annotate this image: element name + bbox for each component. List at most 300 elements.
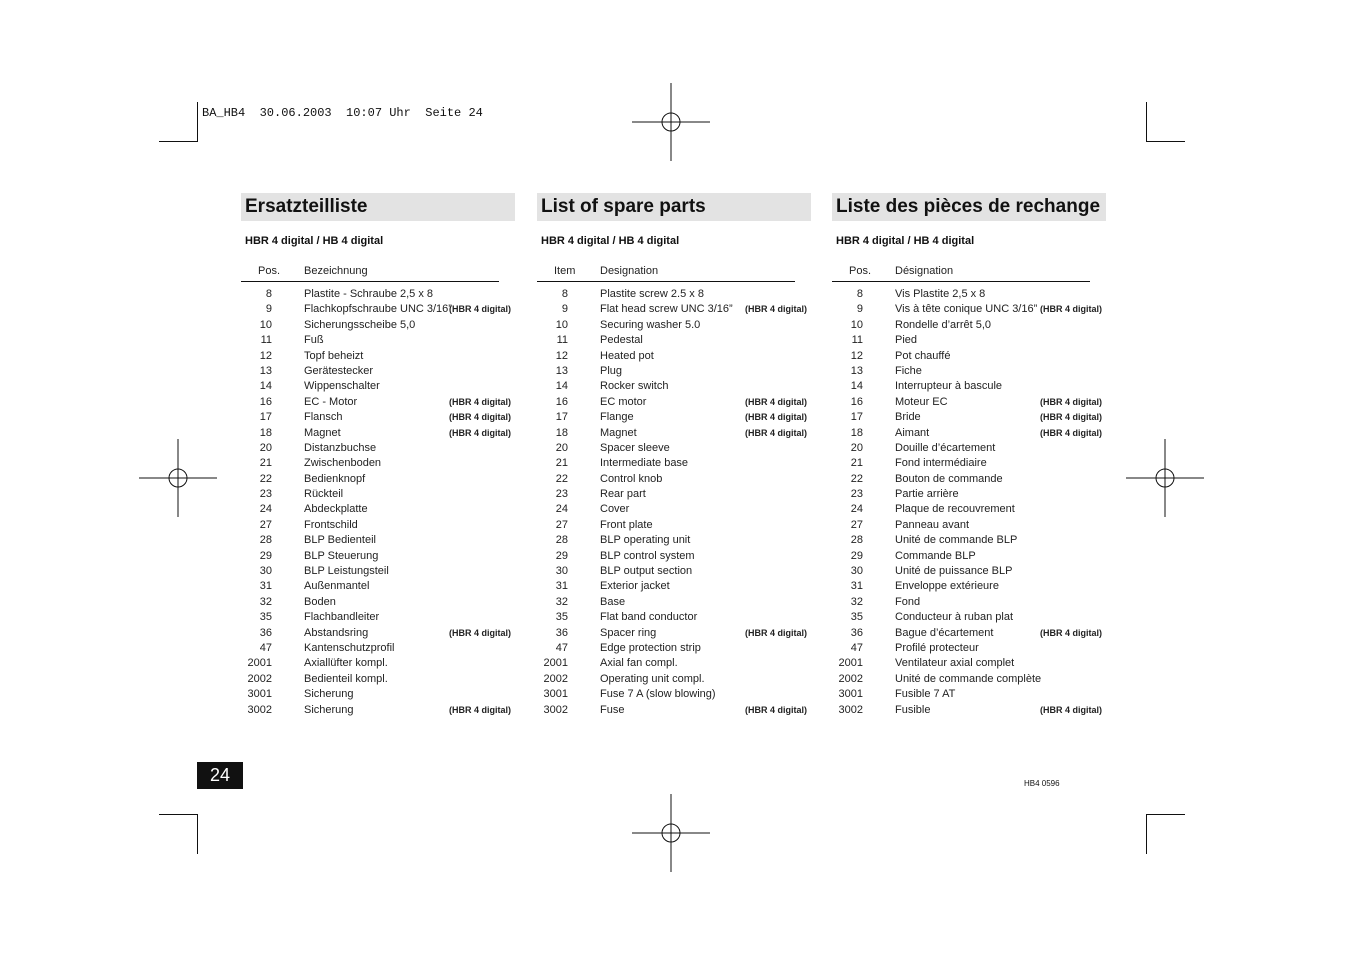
part-number: 8 — [265, 288, 272, 300]
table-row — [241, 656, 515, 671]
table-row — [537, 472, 811, 487]
table-row — [537, 610, 811, 625]
part-number: 16 — [850, 395, 863, 408]
part-name: Spacer sleeve — [600, 441, 670, 454]
table-row — [832, 610, 1106, 625]
model-tag: (HBR 4 digital) — [1040, 427, 1102, 438]
part-number: 32 — [850, 595, 863, 608]
part-name: Kantenschutzprofil — [304, 641, 395, 654]
part-number: 13 — [259, 364, 272, 377]
part-name: Unité de commande BLP — [895, 534, 1018, 547]
part-number: 9 — [561, 303, 568, 316]
part-name: Axial fan compl. — [600, 657, 678, 670]
part-number: 24 — [259, 503, 272, 516]
column-header-name: Désignation — [895, 265, 954, 277]
model-tag: (HBR 4 digital) — [745, 412, 807, 423]
table-row — [832, 456, 1106, 471]
part-number: 3001 — [543, 688, 568, 701]
part-name: Moteur EC — [895, 395, 948, 408]
part-number: 30 — [555, 565, 568, 578]
table-row — [832, 487, 1106, 502]
part-number: 22 — [850, 472, 863, 485]
document-code: HB4 0596 — [1024, 779, 1060, 788]
part-name: Flange — [600, 411, 634, 424]
part-name: Gerätestecker — [304, 364, 374, 377]
table-row — [537, 333, 811, 348]
table-row — [537, 456, 811, 471]
column-header-pos: Pos. — [849, 265, 872, 277]
part-name: Flachkopfschraube UNC 3/16” — [304, 303, 452, 316]
part-name: Außenmantel — [304, 580, 370, 593]
parts-column-en — [537, 193, 811, 718]
part-number: 30 — [259, 565, 272, 578]
part-name: Pedestal — [600, 334, 643, 347]
part-number: 27 — [259, 518, 272, 531]
table-row — [832, 656, 1106, 671]
part-name: Plug — [600, 364, 623, 377]
part-number: 17 — [259, 411, 272, 424]
model-tag: (HBR 4 digital) — [449, 304, 511, 315]
table-row — [832, 564, 1106, 579]
table-row — [241, 672, 515, 687]
part-name: Fuse — [600, 703, 625, 716]
table-row — [832, 641, 1106, 656]
table-row — [537, 672, 811, 687]
part-name: Fuse 7 A (slow blowing) — [600, 688, 716, 701]
part-name: Fuß — [304, 334, 324, 347]
table-row — [537, 687, 811, 702]
part-number: 12 — [850, 349, 863, 362]
part-number: 21 — [555, 457, 568, 470]
part-number: 35 — [850, 611, 863, 624]
table-row — [832, 364, 1106, 379]
part-name: Exterior jacket — [600, 580, 670, 593]
part-number: 3002 — [543, 703, 568, 716]
part-number: 14 — [259, 380, 272, 393]
table-row — [241, 641, 515, 656]
part-number: 21 — [850, 457, 863, 470]
table-row — [832, 410, 1106, 425]
part-name: Operating unit compl. — [600, 672, 705, 685]
table-row — [241, 533, 515, 548]
table-row — [537, 318, 811, 333]
table-row — [241, 703, 515, 718]
crop-mark-tr-h — [1146, 141, 1185, 142]
table-row — [241, 333, 515, 348]
part-number: 3002 — [247, 703, 272, 716]
section-subtitle: HBR 4 digital / HB 4 digital — [836, 235, 975, 247]
part-number: 31 — [259, 580, 272, 593]
table-header — [537, 265, 795, 282]
part-name: BLP operating unit — [600, 534, 691, 547]
table-row — [537, 703, 811, 718]
part-name: Plaque de recouvrement — [895, 503, 1015, 516]
model-tag: (HBR 4 digital) — [745, 627, 807, 638]
part-number: 14 — [555, 380, 568, 393]
part-name: Magnet — [304, 426, 341, 439]
table-row — [241, 318, 515, 333]
part-number: 10 — [850, 318, 863, 331]
part-name: Unité de puissance BLP — [895, 565, 1013, 578]
table-row — [241, 364, 515, 379]
column-header-pos: Pos. — [258, 265, 281, 277]
table-row — [537, 656, 811, 671]
table-row — [241, 441, 515, 456]
part-name: Zwischenboden — [304, 457, 382, 470]
table-row — [537, 518, 811, 533]
part-name: Abstandsring — [304, 626, 369, 639]
part-name: Spacer ring — [600, 626, 657, 639]
part-name: Plastite screw 2.5 x 8 — [600, 288, 704, 300]
part-name: Pot chauffé — [895, 349, 951, 362]
part-number: 24 — [850, 503, 863, 516]
part-name: Unité de commande complète — [895, 672, 1042, 685]
part-number: 17 — [850, 411, 863, 424]
table-row — [537, 410, 811, 425]
part-name: Wippenschalter — [304, 380, 380, 393]
part-name: Plastite - Schraube 2,5 x 8 — [304, 288, 434, 300]
section-subtitle: HBR 4 digital / HB 4 digital — [245, 235, 384, 247]
parts-list — [537, 287, 811, 718]
model-tag: (HBR 4 digital) — [1040, 304, 1102, 315]
part-name: BLP Steuerung — [304, 549, 379, 562]
part-number: 9 — [856, 303, 863, 316]
part-number: 22 — [259, 472, 272, 485]
part-name: Rear part — [600, 488, 646, 501]
part-number: 30 — [850, 565, 863, 578]
part-number: 9 — [265, 303, 272, 316]
part-name: Flat band conductor — [600, 611, 698, 624]
table-row — [537, 302, 811, 317]
part-number: 16 — [555, 395, 568, 408]
part-number: 27 — [555, 518, 568, 531]
table-row — [537, 395, 811, 410]
table-row — [241, 610, 515, 625]
table-row — [832, 703, 1106, 718]
part-name: Boden — [304, 595, 336, 608]
model-tag: (HBR 4 digital) — [745, 304, 807, 315]
part-name: Douille d’écartement — [895, 441, 996, 454]
model-tag: (HBR 4 digital) — [1040, 412, 1102, 423]
table-row — [832, 502, 1106, 517]
table-row — [537, 379, 811, 394]
part-number: 31 — [850, 580, 863, 593]
part-number: 16 — [259, 395, 272, 408]
part-name: Cover — [600, 503, 630, 516]
part-number: 13 — [850, 364, 863, 377]
part-name: Ventilateur axial complet — [895, 657, 1015, 670]
model-tag: (HBR 4 digital) — [449, 396, 511, 407]
model-tag: (HBR 4 digital) — [449, 704, 511, 715]
page-number: 24 — [197, 762, 243, 789]
parts-column-fr — [832, 193, 1106, 718]
part-number: 3001 — [247, 688, 272, 701]
table-row — [537, 426, 811, 441]
registration-mark-right — [1126, 439, 1204, 517]
part-name: Sicherungsscheibe 5,0 — [304, 318, 416, 331]
crop-mark-bl-h — [159, 814, 198, 815]
part-name: Interrupteur à bascule — [895, 380, 1003, 393]
part-name: Control knob — [600, 472, 663, 485]
table-row — [241, 410, 515, 425]
part-number: 29 — [850, 549, 863, 562]
part-number: 8 — [856, 288, 863, 300]
part-name: Base — [600, 595, 626, 608]
part-number: 35 — [555, 611, 568, 624]
part-name: Fond intermédiaire — [895, 457, 987, 470]
part-number: 10 — [555, 318, 568, 331]
part-name: Rückteil — [304, 488, 344, 501]
part-number: 10 — [259, 318, 272, 331]
part-name: Bedienknopf — [304, 472, 366, 485]
table-header — [241, 265, 499, 282]
model-tag: (HBR 4 digital) — [745, 427, 807, 438]
table-row — [241, 395, 515, 410]
table-row — [241, 472, 515, 487]
part-number: 36 — [555, 626, 568, 639]
part-name: Fusible — [895, 703, 931, 716]
part-name: Fond — [895, 595, 921, 608]
parts-list — [832, 287, 1106, 718]
part-name: Bedienteil kompl. — [304, 672, 388, 685]
part-name: Sicherung — [304, 688, 354, 701]
part-name: Securing washer 5.0 — [600, 318, 701, 331]
part-number: 12 — [259, 349, 272, 362]
table-row — [537, 502, 811, 517]
table-row — [832, 579, 1106, 594]
part-name: BLP Bedienteil — [304, 534, 376, 547]
part-number: 18 — [259, 426, 272, 439]
part-name: Bride — [895, 411, 921, 424]
registration-mark-top — [632, 83, 710, 161]
part-number: 28 — [850, 534, 863, 547]
table-row — [832, 426, 1106, 441]
part-number: 27 — [850, 518, 863, 531]
part-number: 2002 — [247, 672, 272, 685]
part-number: 29 — [555, 549, 568, 562]
part-name: Flansch — [304, 411, 343, 424]
part-name: Fusible 7 AT — [895, 688, 956, 701]
section-subtitle: HBR 4 digital / HB 4 digital — [541, 235, 680, 247]
column-header-name: Bezeichnung — [304, 265, 368, 277]
part-number: 14 — [850, 380, 863, 393]
model-tag: (HBR 4 digital) — [745, 396, 807, 407]
crop-mark-tl-h — [159, 141, 198, 142]
table-row — [832, 379, 1106, 394]
table-row — [537, 441, 811, 456]
table-row — [241, 626, 515, 641]
table-row — [537, 549, 811, 564]
part-number: 23 — [555, 488, 568, 501]
part-number: 3001 — [838, 688, 863, 701]
table-row — [832, 549, 1106, 564]
table-row — [537, 579, 811, 594]
table-row — [832, 687, 1106, 702]
table-row — [241, 287, 515, 302]
part-name: Flat head screw UNC 3/16” — [600, 303, 733, 316]
part-number: 35 — [259, 611, 272, 624]
crop-mark-br-v — [1146, 814, 1147, 854]
table-row — [241, 487, 515, 502]
part-name: Heated pot — [600, 349, 654, 362]
part-number: 24 — [555, 503, 568, 516]
table-row — [537, 564, 811, 579]
table-row — [832, 595, 1106, 610]
part-number: 8 — [561, 288, 568, 300]
part-name: Pied — [895, 334, 918, 347]
parts-list — [241, 287, 515, 718]
part-number: 3002 — [838, 703, 863, 716]
section-title: List of spare parts — [537, 193, 811, 221]
part-number: 12 — [555, 349, 568, 362]
part-name: Abdeckplatte — [304, 503, 368, 516]
part-number: 13 — [555, 364, 568, 377]
part-name: Front plate — [600, 518, 653, 531]
crop-mark-tl-v — [197, 102, 198, 142]
model-tag: (HBR 4 digital) — [449, 427, 511, 438]
part-number: 36 — [850, 626, 863, 639]
part-name: Frontschild — [304, 518, 358, 531]
table-row — [537, 287, 811, 302]
part-number: 11 — [260, 334, 272, 347]
part-name: Commande BLP — [895, 549, 976, 562]
part-number: 11 — [851, 334, 863, 347]
table-row — [832, 518, 1106, 533]
part-number: 47 — [850, 641, 863, 654]
model-tag: (HBR 4 digital) — [449, 412, 511, 423]
part-name: Panneau avant — [895, 518, 970, 531]
part-name: BLP Leistungsteil — [304, 565, 389, 578]
part-name: Aimant — [895, 426, 930, 439]
table-row — [537, 626, 811, 641]
part-number: 18 — [555, 426, 568, 439]
part-name: Edge protection strip — [600, 641, 701, 654]
table-row — [241, 687, 515, 702]
table-row — [832, 441, 1106, 456]
part-number: 28 — [259, 534, 272, 547]
part-number: 17 — [555, 411, 568, 424]
part-number: 32 — [555, 595, 568, 608]
table-row — [832, 472, 1106, 487]
crop-mark-br-h — [1146, 814, 1185, 815]
table-row — [537, 364, 811, 379]
part-name: Flachbandleiter — [304, 611, 380, 624]
part-name: EC motor — [600, 395, 647, 408]
part-name: Partie arrière — [895, 488, 959, 501]
part-number: 22 — [555, 472, 568, 485]
table-row — [241, 456, 515, 471]
part-number: 11 — [556, 334, 568, 347]
part-number: 2002 — [838, 672, 863, 685]
registration-mark-left — [139, 439, 217, 517]
table-row — [832, 302, 1106, 317]
crop-mark-bl-v — [197, 814, 198, 854]
table-row — [537, 595, 811, 610]
table-row — [241, 549, 515, 564]
model-tag: (HBR 4 digital) — [1040, 396, 1102, 407]
table-row — [241, 595, 515, 610]
model-tag: (HBR 4 digital) — [1040, 627, 1102, 638]
part-name: BLP control system — [600, 549, 695, 562]
model-tag: (HBR 4 digital) — [745, 704, 807, 715]
column-header-name: Designation — [600, 265, 659, 277]
part-name: Vis à tête conique UNC 3/16” — [895, 303, 1038, 316]
part-name: Rocker switch — [600, 380, 669, 393]
part-number: 20 — [555, 441, 568, 454]
table-row — [832, 395, 1106, 410]
table-row — [832, 333, 1106, 348]
part-name: Axiallüfter kompl. — [304, 657, 388, 670]
table-row — [832, 349, 1106, 364]
part-number: 36 — [259, 626, 272, 639]
table-row — [832, 672, 1106, 687]
model-tag: (HBR 4 digital) — [449, 627, 511, 638]
part-number: 18 — [850, 426, 863, 439]
table-row — [832, 318, 1106, 333]
part-number: 2001 — [247, 657, 272, 670]
table-row — [537, 641, 811, 656]
part-number: 2001 — [543, 657, 568, 670]
part-name: Vis Plastite 2,5 x 8 — [895, 288, 986, 300]
model-tag: (HBR 4 digital) — [1040, 704, 1102, 715]
part-number: 2001 — [838, 657, 863, 670]
part-name: EC - Motor — [304, 395, 358, 408]
table-row — [241, 426, 515, 441]
part-number: 23 — [850, 488, 863, 501]
table-row — [241, 502, 515, 517]
part-number: 31 — [555, 580, 568, 593]
table-row — [241, 579, 515, 594]
parts-column-de — [241, 193, 515, 718]
part-number: 47 — [259, 641, 272, 654]
part-name: Rondelle d’arrêt 5,0 — [895, 318, 992, 331]
table-row — [241, 564, 515, 579]
registration-mark-bottom — [632, 794, 710, 872]
part-number: 29 — [259, 549, 272, 562]
part-number: 20 — [259, 441, 272, 454]
part-name: Profilé protecteur — [895, 641, 979, 654]
table-row — [832, 533, 1106, 548]
part-name: Bouton de commande — [895, 472, 1003, 485]
part-number: 21 — [259, 457, 272, 470]
table-row — [241, 302, 515, 317]
part-name: Bague d’écartement — [895, 626, 994, 639]
part-name: Intermediate base — [600, 457, 689, 470]
table-row — [537, 533, 811, 548]
table-row — [832, 287, 1106, 302]
part-name: Distanzbuchse — [304, 441, 377, 454]
column-header-pos: Item — [554, 265, 576, 277]
part-name: Conducteur à ruban plat — [895, 611, 1014, 624]
part-name: Topf beheizt — [304, 349, 364, 362]
table-row — [241, 349, 515, 364]
part-number: 47 — [555, 641, 568, 654]
table-row — [537, 487, 811, 502]
part-number: 2002 — [543, 672, 568, 685]
part-number: 32 — [259, 595, 272, 608]
crop-mark-tr-v — [1146, 102, 1147, 142]
part-name: BLP output section — [600, 565, 693, 578]
part-name: Magnet — [600, 426, 637, 439]
part-name: Fiche — [895, 364, 922, 377]
table-row — [537, 349, 811, 364]
table-row — [241, 379, 515, 394]
section-title: Ersatzteilliste — [241, 193, 515, 221]
part-name: Enveloppe extérieure — [895, 580, 999, 593]
part-number: 28 — [555, 534, 568, 547]
print-slug: BA_HB4 30.06.2003 10:07 Uhr Seite 24 — [202, 106, 483, 120]
table-row — [832, 626, 1106, 641]
